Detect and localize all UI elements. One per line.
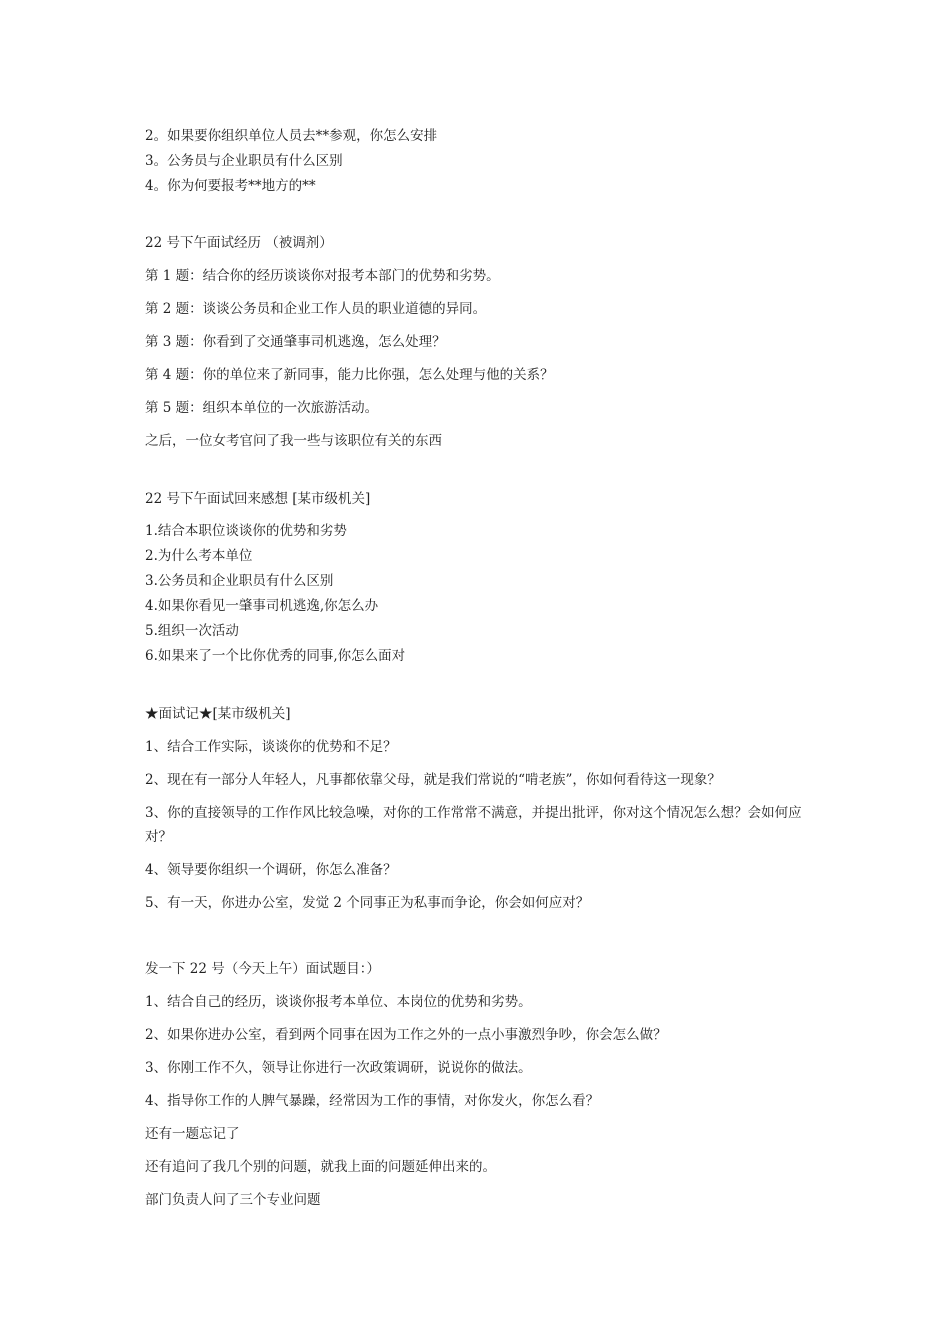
list-item: 4.如果你看见一肇事司机逃逸,你怎么办 — [145, 598, 379, 614]
list-item: 4。你为何要报考**地方的** — [145, 178, 316, 194]
list-item: 3、你的直接领导的工作作风比较急噪，对你的工作常常不满意，并提出批评，你对这个情况怎么想？会如何应对？ — [145, 805, 802, 845]
note-text: 还有一题忘记了 — [145, 1126, 240, 1142]
list-item: 2。如果要你组织单位人员去**参观，你怎么安排 — [145, 128, 438, 144]
section-title: 22 号下午面试回来感想 [某市级机关] — [145, 491, 371, 507]
note-text: 之后，一位女考官问了我一些与该职位有关的东西 — [145, 433, 442, 449]
list-item: 6.如果来了一个比你优秀的同事,你怎么面对 — [145, 648, 406, 664]
list-item: 第 4 题：你的单位来了新同事，能力比你强，怎么处理与他的关系？ — [145, 367, 554, 383]
section-title: 发一下 22 号（今天上午）面试题目：） — [145, 961, 381, 977]
section-title: 22 号下午面试经历 （被调剂） — [145, 235, 333, 251]
list-item: 4、指导你工作的人脾气暴躁，经常因为工作的事情，对你发火，你怎么看？ — [145, 1093, 600, 1109]
list-item: 2.为什么考本单位 — [145, 548, 253, 564]
section-title: ★面试记★[某市级机关] — [145, 706, 291, 722]
list-item: 1、结合工作实际，谈谈你的优势和不足？ — [145, 739, 397, 755]
list-item: 1.结合本职位谈谈你的优势和劣势 — [145, 523, 347, 539]
list-item: 第 1 题：结合你的经历谈谈你对报考本部门的优势和劣势。 — [145, 268, 500, 284]
list-item: 3。公务员与企业职员有什么区别 — [145, 153, 343, 169]
list-item: 4、领导要你组织一个调研，你怎么准备？ — [145, 862, 397, 878]
list-item: 3.公务员和企业职员有什么区别 — [145, 573, 334, 589]
list-item: 5.组织一次活动 — [145, 623, 239, 639]
note-text: 部门负责人问了三个专业问题 — [145, 1192, 321, 1208]
list-item: 2、现在有一部分人年轻人，凡事都依靠父母，就是我们常说的“啃老族”，你如何看待这一现象？ — [145, 772, 721, 788]
list-item: 第 2 题：谈谈公务员和企业工作人员的职业道德的异同。 — [145, 301, 487, 317]
list-item: 1、结合自己的经历，谈谈你报考本单位、本岗位的优势和劣势。 — [145, 994, 532, 1010]
list-item: 2、如果你进办公室，看到两个同事在因为工作之外的一点小事激烈争吵，你会怎么做？ — [145, 1027, 667, 1043]
list-item: 3、你刚工作不久，领导让你进行一次政策调研，说说你的做法。 — [145, 1060, 532, 1076]
list-item: 5、有一天，你进办公室，发觉 2 个同事正为私事而争论，你会如何应对？ — [145, 895, 590, 911]
list-item: 第 3 题：你看到了交通肇事司机逃逸，怎么处理？ — [145, 334, 446, 350]
list-item: 第 5 题：组织本单位的一次旅游活动。 — [145, 400, 379, 416]
note-text: 还有追问了我几个别的问题，就我上面的问题延伸出来的。 — [145, 1159, 496, 1175]
